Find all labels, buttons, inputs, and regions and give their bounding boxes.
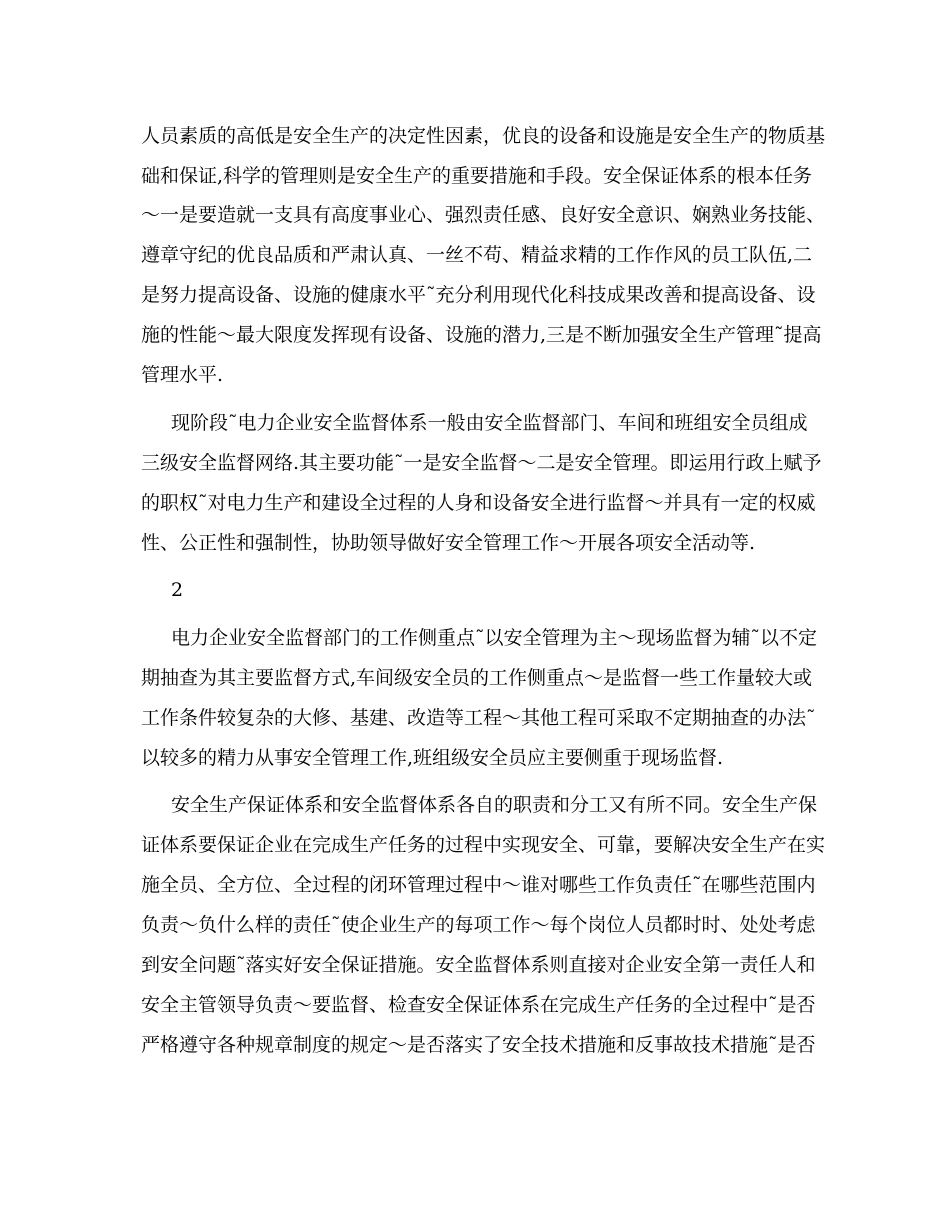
page-number: 2 bbox=[171, 579, 184, 601]
text-line: 工作条件较复杂的大修、基建、改造等工程～其他工程可采取不定期抽查的办法˜ bbox=[141, 707, 816, 729]
text-line: 施的性能～最大限度发挥现有设备、设施的潜力,三是不断加强安全生产管理˜提高 bbox=[141, 324, 822, 346]
text-line: 施全员、全方位、全过程的闭环管理过程中～谁对哪些工作负责任˜在哪些范围内 bbox=[141, 874, 816, 896]
text-line: 电力企业安全监督部门的工作侧重点˜以安全管理为主～现场监督为辅˜以不定 bbox=[171, 627, 818, 649]
text-line: 严格遵守各种规章制度的规定～是否落实了安全技术措施和反事故技术措施˜是否 bbox=[141, 1034, 816, 1056]
text-line: 证体系要保证企业在完成生产任务的过程中实现安全、可靠，要解决安全生产在实 bbox=[141, 834, 826, 856]
text-line: ～一是要造就一支具有高度事业心、强烈责任感、良好安全意识、娴熟业务技能、 bbox=[141, 204, 826, 226]
text-line: 遵章守纪的优良品质和严肃认真、一丝不苟、精益求精的工作作风的员工队伍,二 bbox=[141, 244, 813, 266]
text-line: 是努力提高设备、设施的健康水平˜充分利用现代化科技成果改善和提高设备、设 bbox=[141, 284, 816, 306]
text-line: 性、公正性和强制性，协助领导做好安全管理工作～开展各项安全活动等. bbox=[141, 532, 756, 554]
text-line: 础和保证,科学的管理则是安全生产的重要措施和手段。安全保证体系的根本任务 bbox=[141, 165, 813, 187]
text-line: 三级安全监督网络.其主要功能˜一是安全监督～二是安全管理。即运用行政上赋予 bbox=[141, 452, 822, 474]
text-line: 安全生产保证体系和安全监督体系各自的职责和分工又有所不同。安全生产保 bbox=[171, 794, 818, 816]
text-line: 负责～负什么样的责任˜使企业生产的每项工作～每个岗位人员都时时、处处考虑 bbox=[141, 914, 816, 936]
text-line: 的职权˜对电力生产和建设全过程的人身和设备安全进行监督～并具有一定的权威 bbox=[141, 492, 816, 514]
text-line: 到安全问题˜落实好安全保证措施。安全监督体系则直接对企业安全第一责任人和 bbox=[141, 954, 816, 976]
text-line: 管理水平. bbox=[141, 364, 224, 386]
text-line: 以较多的精力从事安全管理工作,班组级安全员应主要侧重于现场监督. bbox=[141, 747, 724, 769]
text-line: 现阶段˜电力企业安全监督体系一般由安全监督部门、车间和班组安全员组成 bbox=[171, 412, 808, 434]
text-line: 期抽查为其主要监督方式,车间级安全员的工作侧重点～是监督一些工作量较大或 bbox=[141, 667, 813, 689]
text-line: 安全主管领导负责～要监督、检查安全保证体系在完成生产任务的全过程中˜是否 bbox=[141, 994, 816, 1016]
text-line: 人员素质的高低是安全生产的决定性因素，优良的设备和设施是安全生产的物质基 bbox=[141, 125, 826, 147]
